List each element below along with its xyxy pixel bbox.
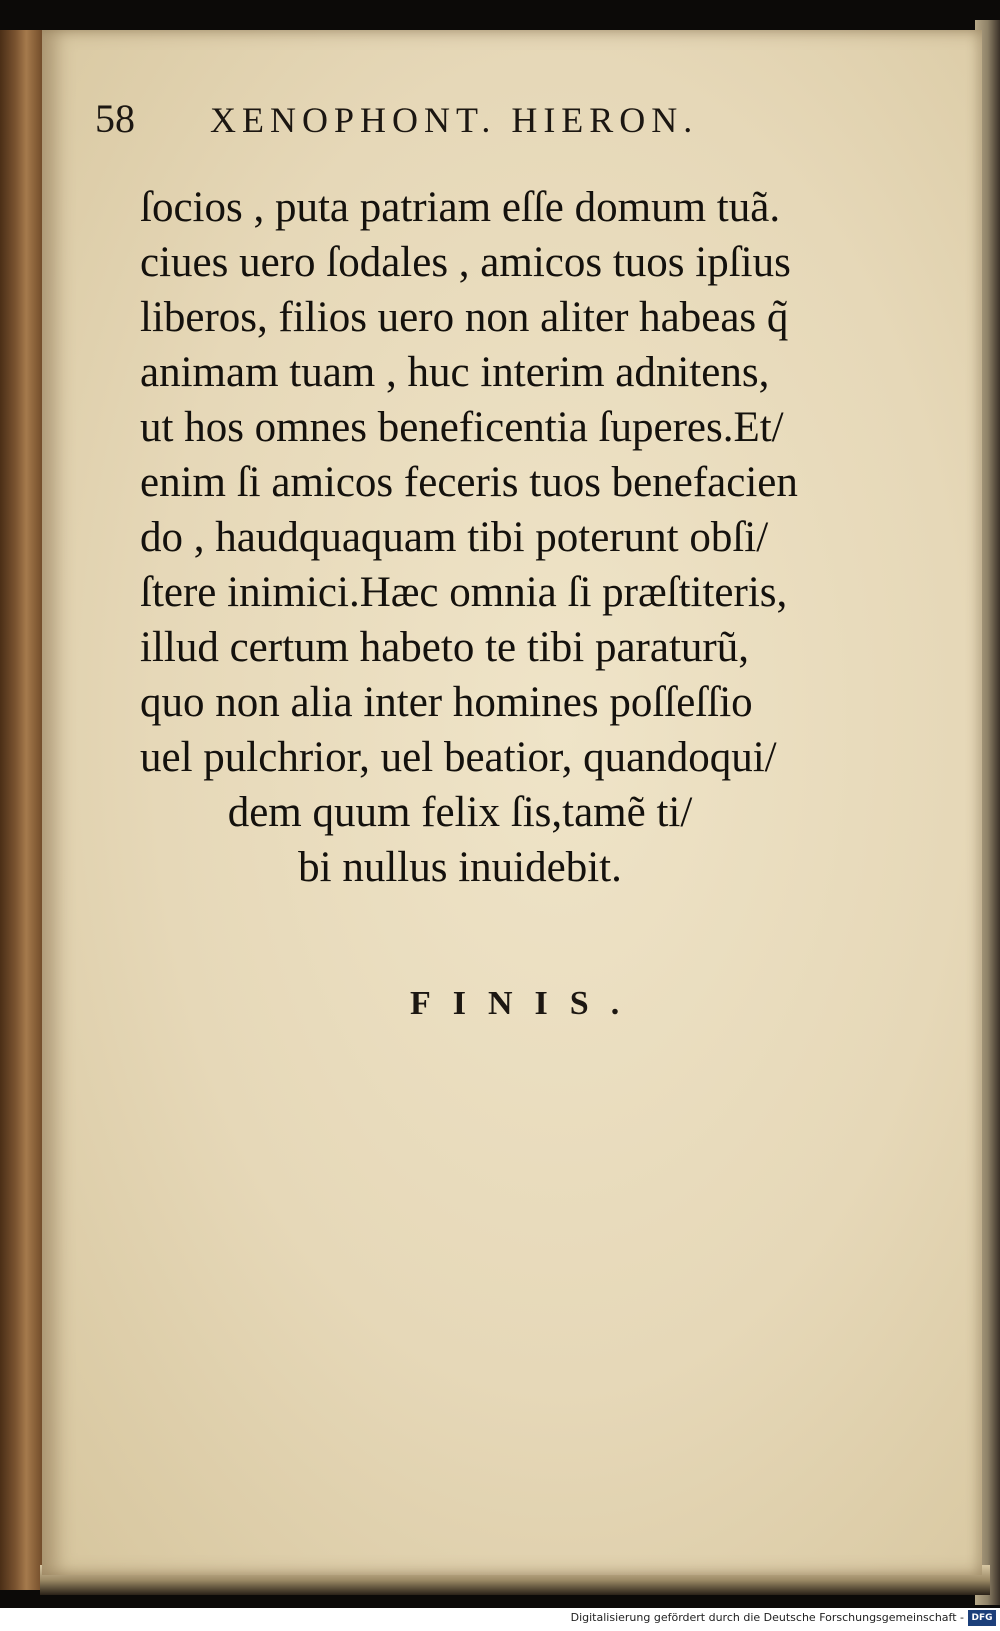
text-line: bi nullus inuidebit. xyxy=(298,844,622,891)
funding-credit: Digitalisierung gefördert durch die Deutsche Forschungsgemeinschaft - xyxy=(570,1611,964,1624)
text-line: ut hos omnes beneficentia ſuperes.Et/ xyxy=(140,404,784,451)
text-line: do , haudquaquam tibi poterunt obſi/ xyxy=(140,514,769,561)
text-line: enim ſi amicos feceris tuos benefacien xyxy=(140,459,798,506)
finis-mark: FINIS. xyxy=(410,985,642,1022)
dfg-logo-icon: DFG xyxy=(968,1610,996,1626)
text-line: uel pulchrior, uel beatior, quandoqui/ xyxy=(140,734,777,781)
text-line: ſocios , puta patriam eſſe domum tuã. xyxy=(140,184,781,231)
text-line: illud certum habeto te tibi paraturũ, xyxy=(140,624,749,671)
text-line: liberos, filios uero non aliter habeas q̃ xyxy=(140,294,789,341)
body-text xyxy=(140,180,900,895)
binding-board xyxy=(0,30,44,1590)
footer-bar xyxy=(0,1608,1000,1631)
page-number: 58 xyxy=(95,96,135,141)
text-line: animam tuam , huc interim adnitens, xyxy=(140,349,770,396)
running-head: XENOPHONT. HIERON. xyxy=(210,100,699,140)
page-header xyxy=(95,95,875,165)
text-line: ciues uero ſodales , amicos tuos ipſius xyxy=(140,239,791,286)
text-line: dem quum felix ſis,tamẽ ti/ xyxy=(227,789,693,836)
text-line: ſtere inimici.Hæc omnia ſi præſtiteris, xyxy=(140,569,788,616)
text-line: quo non alia inter homines poſſeſſio xyxy=(140,679,753,726)
